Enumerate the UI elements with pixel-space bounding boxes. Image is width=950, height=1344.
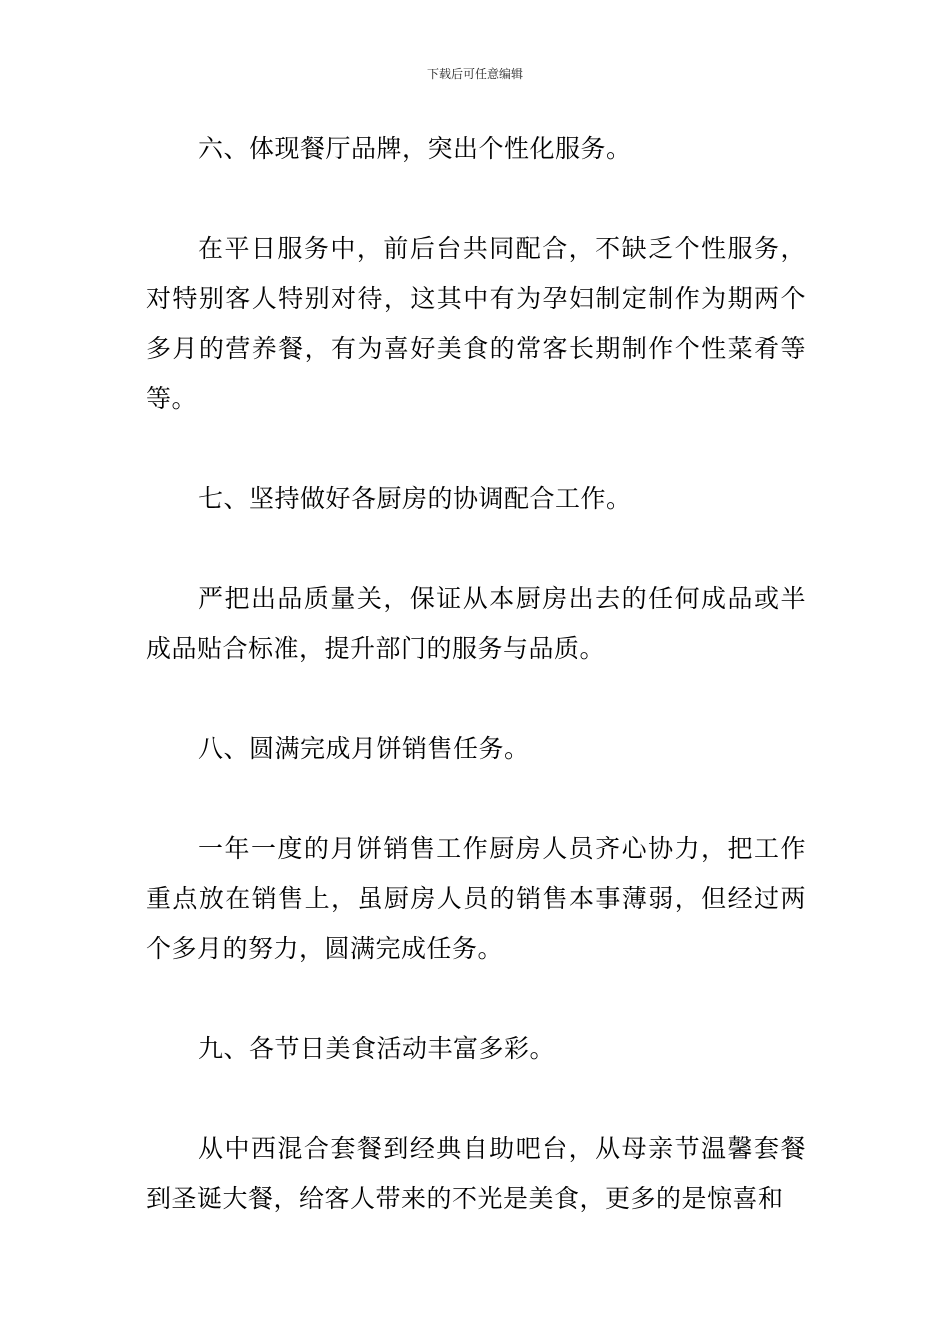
paragraph-holiday-events: 从中西混合套餐到经典自助吧台，从母亲节温馨套餐到圣诞大餐，给客人带来的不光是美食，更多的是惊喜和 [146, 1134, 806, 1213]
heading-nine: 九、各节日美食活动丰富多彩。 [198, 1034, 556, 1063]
document-body [146, 124, 806, 1224]
header-note: 下载后可任意编辑 [426, 67, 523, 81]
paragraph-mooncake-sales: 一年一度的月饼销售工作厨房人员齐心协力，把工作重点放在销售上，虽厨房人员的销售本事薄弱，但经过两个多月的努力，圆满完成任务。 [146, 834, 806, 963]
heading-six: 六、体现餐厅品牌，突出个性化服务。 [198, 134, 632, 163]
heading-eight: 八、圆满完成月饼销售任务。 [198, 734, 530, 763]
paragraph-personalized-service: 在平日服务中，前后台共同配合，不缺乏个性服务，对特别客人特别对待，这其中有为孕妇制定制作为期两个多月的营养餐，有为喜好美食的常客长期制作个性菜肴等等。 [146, 234, 806, 413]
paragraph-quality-control: 严把出品质量关，保证从本厨房出去的任何成品或半成品贴合标准，提升部门的服务与品质。 [146, 584, 806, 663]
heading-seven: 七、坚持做好各厨房的协调配合工作。 [198, 484, 632, 513]
